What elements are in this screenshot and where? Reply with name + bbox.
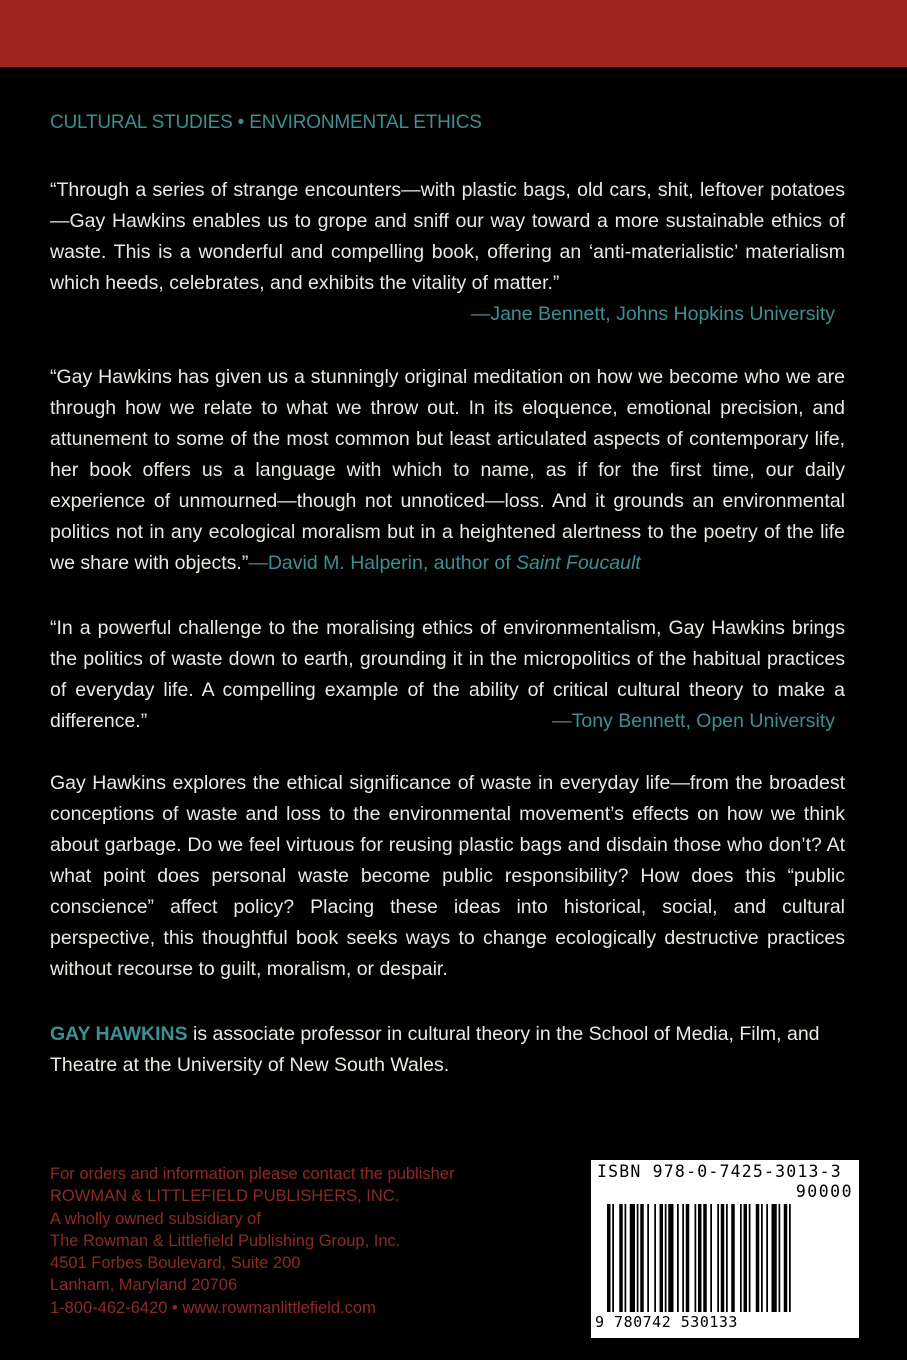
barcode-bar [756,1204,760,1312]
isbn-number: ISBN 978-0-7425-3013-3 [597,1162,842,1181]
barcode-bar [654,1204,656,1312]
blurb-jane-bennett [50,175,845,330]
publisher-line: For orders and information please contact the publisher [50,1165,455,1183]
barcode-bar [698,1204,702,1312]
blurb-attribution: —Tony Bennett, Open University [552,710,835,732]
barcode-bar [703,1204,707,1312]
barcode-bar [740,1204,742,1312]
barcode-bar [779,1204,781,1312]
author-bio-text: is associate professor in cultural theory in the School of Media, Film, and Theatre at the University of New South Wales. [50,1023,820,1076]
publisher-info [50,1163,454,1319]
barcode-bar [612,1204,614,1312]
book-title: Saint Foucault [516,552,641,574]
blurb-david-halperin [50,362,845,579]
barcode-bar [682,1204,684,1312]
barcode-bar [789,1204,791,1312]
barcode-bar [619,1204,623,1312]
barcode-bar [695,1204,697,1312]
barcode-bar [772,1204,777,1312]
barcode-bar [647,1204,649,1312]
blurb-text: “Through a series of strange encounters—with plastic bags, old cars, shit, leftover potatoes—Gay Hawkins enables us to grope and sniff our way toward a more sustainable ethics of waste. This is a wonderful and compelling book, offering an ‘anti-materialistic’ materialism which heeds, celebrates, and exhibits the vitality of matter.” [50,179,845,294]
barcode-bar [637,1204,639,1312]
publisher-line: 1-800-462-6420 • www.rowmanlittlefield.com [50,1298,376,1317]
barcode-bar [766,1204,768,1312]
barcode-bar [625,1204,627,1312]
barcode-bars [607,1204,843,1312]
barcode-bar [726,1204,728,1312]
barcode-bar [607,1204,611,1312]
publisher-line: 4501 Forbes Boulevard, Suite 200 [50,1254,301,1273]
barcode-bar [717,1204,719,1312]
book-description: Gay Hawkins explores the ethical significance of waste in everyday life—from the broadest conceptions of waste and loss to the environmental movement’s effects on how we think about garbage. Do we feel virtuous for reusing plastic bags and disdain those who don’t? At what point does personal waste become public responsibility? How does this “public conscience” affect policy? Placing these ideas into historical, social, and cultural perspective, this thoughtful book seeks ways to change ecologically destructive practices without recourse to guilt, moralism, or despair. [50,772,845,980]
isbn-barcode [591,1160,859,1338]
publisher-line: ROWMAN & LITTLEFIELD PUBLISHERS, INC. [50,1187,400,1206]
barcode-bar [744,1204,748,1312]
blurb-attribution: —Jane Bennett, Johns Hopkins University [470,303,835,325]
barcode-bar [686,1204,690,1312]
publisher-line: The Rowman & Littlefield Publishing Group, Inc. [50,1231,401,1250]
blurb-attribution: —David M. Halperin, author of [248,552,517,574]
barcode-bar [677,1204,679,1312]
author-bio [50,1019,845,1081]
barcode-bar [665,1204,667,1312]
barcode-bar [731,1204,735,1312]
ean-digits: 9 780742 530133 [595,1313,738,1331]
category-label: CULTURAL STUDIES • ENVIRONMENTAL ETHICS [50,112,482,133]
barcode-bar [749,1204,751,1312]
barcode-bar [660,1204,664,1312]
barcode-bar [710,1204,712,1312]
barcode-bar [721,1204,725,1312]
publisher-line: A wholly owned subsidiary of [50,1209,261,1228]
top-color-band [0,0,907,67]
author-name: GAY HAWKINS [50,1023,188,1045]
barcode-bar [784,1204,788,1312]
blurb-text: “Gay Hawkins has given us a stunningly original meditation on how we become who we are through how we relate to what we throw out. In its eloquence, emotional precision, and attunement to some of the most common but least articulated aspects of contemporary life, her book offers us a language with which to name, as if for the first time, our daily experience of unmourned—though not unnoticed—loss. And it grounds an environmental politics not in any ecological moralism but in a heightened alertness to the poetry of the life we share with objects.” [50,366,845,574]
blurb-text: “In a powerful challenge to the moralising ethics of environmentalism, Gay Hawkins brings the politics of waste down to earth, grounding it in the micropolitics of the habitual practices of everyday life. A compelling example of the ability of critical cultural theory to make a difference.” [50,617,845,732]
price-code: 90000 [795,1182,853,1201]
barcode-bar [668,1204,673,1312]
publisher-line: Lanham, Maryland 20706 [50,1276,238,1295]
barcode-bar [761,1204,763,1312]
barcode-bar [630,1204,635,1312]
blurb-tony-bennett [50,613,845,737]
barcode-bar [640,1204,644,1312]
